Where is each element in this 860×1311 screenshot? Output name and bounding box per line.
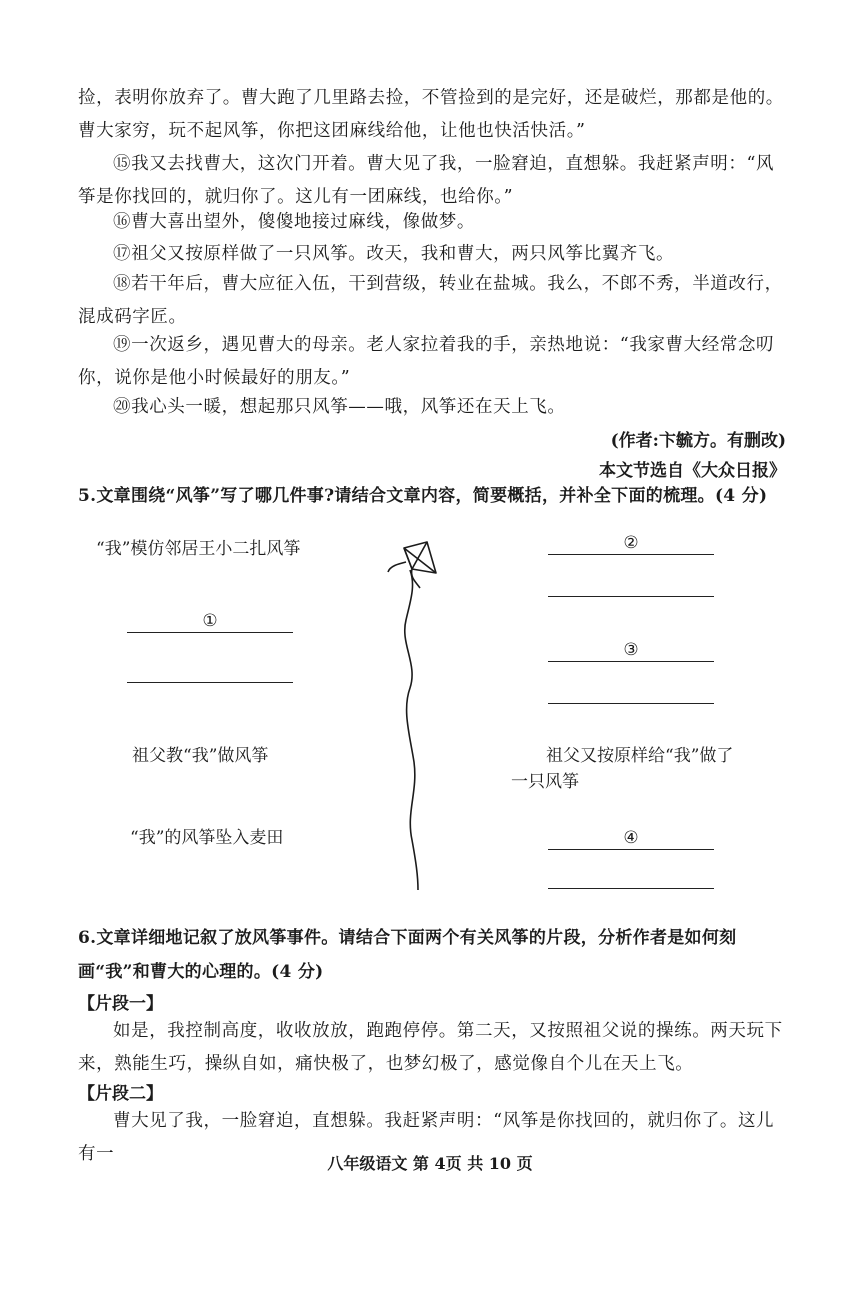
right-item-line2: 一只风筝	[511, 772, 579, 792]
paragraph-16: ⑯曹大喜出望外，傻傻地接过麻线，像做梦。	[113, 212, 475, 232]
paragraph-17: ⑰祖父又按原样做了一只风筝。改天，我和曹大，两只风筝比翼齐飞。	[113, 244, 675, 264]
blank-3[interactable]: ③	[548, 641, 714, 662]
paragraph-15: ⑮我又去找曹大，这次门开着。曹大见了我，一脸窘迫，直想躲。我赶紧声明：“风筝是你找回的，就归你了。这儿有一团麻线，也给你。”	[78, 154, 775, 207]
blank-4-line2[interactable]	[548, 868, 714, 889]
left-item-2: 祖父教“我”做风筝	[132, 746, 269, 766]
blank-2[interactable]: ②	[548, 534, 714, 555]
source-note: 本文节选自《大众日报》	[599, 461, 786, 481]
blank-1-line2[interactable]	[127, 662, 293, 683]
segment-1-title: 【片段一】	[78, 994, 163, 1014]
author-note: (作者:卞毓方。有删改)	[610, 431, 786, 451]
left-item-1: “我”模仿邻居王小二扎风筝	[96, 539, 301, 559]
left-item-3: “我”的风筝坠入麦田	[130, 828, 284, 848]
paragraph-continued: 捡，表明你放弃了。曹大跑了几里路去捡，不管捡到的是完好，还是破烂，那都是他的。曹大家穷，玩不起风筝，你把这团麻线给他，让他也快活快活。”	[78, 88, 784, 141]
question-6: 6.文章详细地记叙了放风筝事件。请结合下面两个有关风筝的片段，分析作者是如何刻画“我”和曹大的心理的。(4 分)	[78, 928, 737, 982]
page-footer: 八年级语文 第 4页 共 10 页	[327, 1154, 533, 1173]
blank-3-line2[interactable]	[548, 683, 714, 704]
right-item-line1: 祖父又按原样给“我”做了	[546, 746, 734, 766]
blank-2-line2[interactable]	[548, 576, 714, 597]
paragraph-20: ⑳我心头一暖，想起那只风筝——哦，风筝还在天上飞。	[113, 397, 566, 417]
paragraph-18: ⑱若干年后，曹大应征入伍，干到营级，转业在盐城。我么，不郎不秀，半道改行，混成码字匠。	[78, 274, 783, 327]
blank-4[interactable]: ④	[548, 829, 714, 850]
kite-icon	[380, 540, 470, 895]
blank-1[interactable]: ①	[127, 612, 293, 633]
paragraph-19: ⑲一次返乡，遇见曹大的母亲。老人家拉着我的手，亲热地说：“我家曹大经常念叨你，说你是他小时候最好的朋友。”	[78, 335, 775, 388]
question-5: 5.文章围绕“风筝”写了哪几件事?请结合文章内容，简要概括，并补全下面的梳理。(4 分)	[78, 486, 768, 506]
segment-2-text: 曹大见了我，一脸窘迫，直想躲。我赶紧声明：“风筝是你找回的，就归你了。这儿有一	[78, 1111, 775, 1164]
segment-2-title: 【片段二】	[78, 1084, 163, 1104]
segment-1-text: 如是，我控制高度，收收放放，跑跑停停。第二天，又按照祖父说的操练。两天玩下来，熟能生巧，操纵自如，痛快极了，也梦幻极了，感觉像自个儿在天上飞。	[78, 1021, 783, 1074]
